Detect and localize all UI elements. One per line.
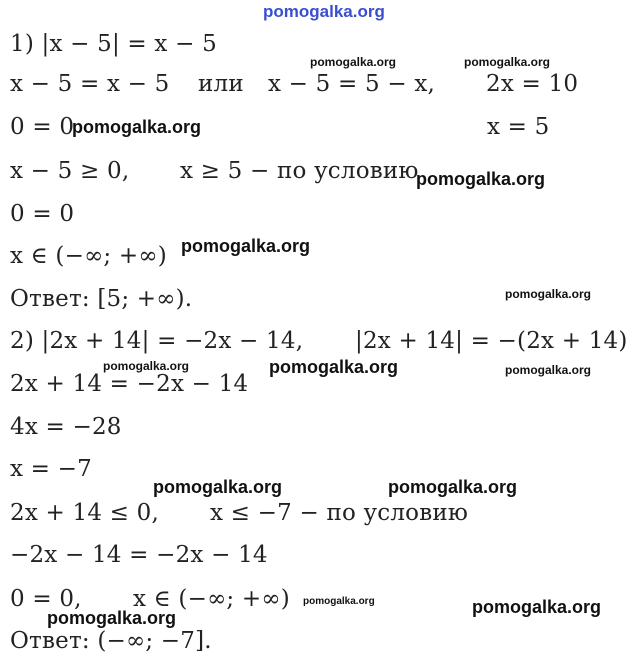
watermark: pomogalka.org: [153, 477, 283, 497]
answer-1: Ответ: [5; +∞).: [10, 286, 193, 312]
watermark: pomogalka.org: [303, 596, 375, 607]
line-4-expr: x − 5 ≥ 0,: [10, 158, 130, 184]
watermark: pomogalka.org: [310, 55, 397, 69]
watermark: pomogalka.org: [505, 287, 592, 301]
watermark: pomogalka.org: [472, 597, 602, 617]
line-4-condition: x ≥ 5 − по условию: [180, 158, 419, 184]
line-10-expr: 4x = −28: [10, 414, 122, 440]
watermark: pomogalka.org: [416, 169, 546, 189]
line-11-expr: x = −7: [10, 456, 92, 482]
line-14-set: x ∈ (−∞; +∞): [133, 586, 290, 612]
watermark: pomogalka.org: [47, 608, 177, 628]
line-3-expr: 0 = 0: [10, 114, 75, 140]
watermark: pomogalka.org: [103, 359, 190, 373]
watermark: pomogalka.org: [464, 55, 551, 69]
line-2-or: или: [198, 71, 244, 97]
watermark: pomogalka.org: [181, 236, 311, 256]
answer-2: Ответ: (−∞; −7].: [10, 628, 212, 654]
line-14-expr: 0 = 0,: [10, 586, 82, 612]
watermark: pomogalka.org: [505, 363, 592, 377]
line-8-alt-expr: |2x + 14| = −(2x + 14): [355, 328, 628, 354]
line-8-expr: 2) |2x + 14| = −2x − 14,: [10, 328, 304, 354]
line-2-expr: x − 5 = x − 5: [10, 71, 170, 97]
header-watermark: pomogalka.org: [263, 2, 385, 21]
watermark: pomogalka.org: [269, 357, 399, 377]
line-13-expr: −2x − 14 = −2x − 14: [10, 542, 268, 568]
line-9-expr: 2x + 14 = −2x − 14: [10, 371, 249, 397]
line-6-expr: x ∈ (−∞; +∞): [10, 243, 167, 269]
line-3-result: x = 5: [487, 114, 550, 140]
watermark: pomogalka.org: [72, 117, 202, 137]
line-2-result: 2x = 10: [486, 71, 579, 97]
watermark: pomogalka.org: [388, 477, 518, 497]
line-1-expr: 1) |x − 5| = x − 5: [10, 31, 217, 57]
line-2-alt-expr: x − 5 = 5 − x,: [268, 71, 436, 97]
line-12-condition: x ≤ −7 − по условию: [210, 500, 469, 526]
line-12-expr: 2x + 14 ≤ 0,: [10, 500, 160, 526]
line-5-expr: 0 = 0: [10, 201, 75, 227]
